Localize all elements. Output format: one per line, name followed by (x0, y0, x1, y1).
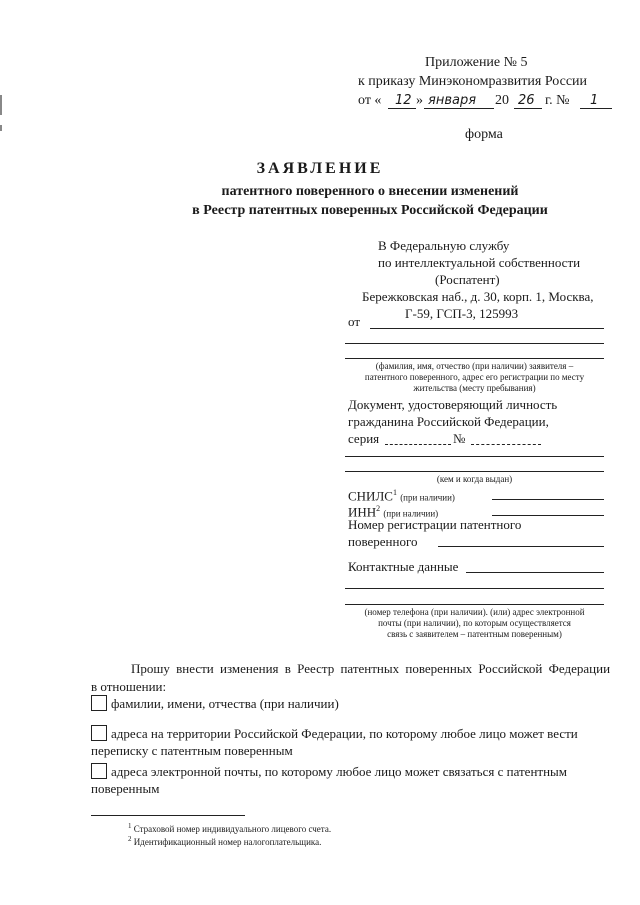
contacts-field-line-1[interactable] (466, 572, 604, 573)
date-mid: » (416, 93, 423, 108)
form-label: форма (465, 127, 503, 142)
date-day-underline (388, 108, 416, 109)
contacts-note-3: связь с заявителем – патентным поверенным) (387, 629, 562, 639)
option-email-label-1: адреса электронной почты, по которому любое лицо может связаться с патентным (111, 764, 568, 779)
inn-label-text: ИНН (348, 504, 377, 520)
snils-optional-note: (при наличии) (400, 492, 455, 503)
series-field[interactable] (385, 444, 451, 445)
title-subline-1: патентного поверенного о внесении изменений (221, 184, 519, 199)
footnote-2-number: 2 (128, 835, 132, 843)
addressee-line-2: по интеллектуальной собственности (378, 255, 581, 270)
addressee-line-1: В Федеральную службу (378, 238, 510, 253)
issued-field-line-2[interactable] (345, 471, 604, 472)
footnote-1 (128, 822, 331, 834)
date-day: 12 (395, 93, 412, 108)
footnote-2-text: Идентификационный номер налогоплательщика. (133, 837, 322, 847)
date-year-prefix: 20 (495, 93, 509, 108)
inn-optional-note: (при наличии) (383, 508, 439, 519)
appendix-number: Приложение № 5 (425, 55, 528, 70)
registration-number-label-2: поверенного (348, 534, 418, 549)
contacts-note-1: (номер телефона (при наличии). (или) адрес электронной (364, 607, 585, 617)
contacts-field-line-2[interactable] (345, 588, 604, 589)
issued-field-line-1[interactable] (345, 456, 604, 457)
request-text-line-1: Прошу внести изменения в Реестр патентных поверенных Российской Федерации (131, 661, 611, 676)
scan-margin-mark (0, 95, 2, 115)
from-field-line-1[interactable] (370, 328, 604, 329)
scan-margin-mark (0, 125, 2, 131)
order-number-underline (580, 108, 612, 109)
option-email-label-2: поверенным (91, 781, 160, 796)
snils-label-text: СНИЛС (348, 488, 393, 504)
applicant-note-2: патентного поверенного, адрес его регистрации по месту (364, 372, 585, 382)
order-reference: к приказу Минэкономразвития России (358, 74, 588, 89)
doc-number-label: № (453, 431, 466, 446)
addressee-line-3: (Роспатент) (435, 272, 500, 287)
footnote-2 (128, 835, 321, 847)
contacts-label: Контактные данные (348, 559, 459, 574)
date-month: января (428, 93, 477, 108)
date-year: 26 (518, 93, 535, 108)
series-label: серия (348, 431, 380, 446)
applicant-note (345, 361, 604, 394)
date-prefix: от « (358, 93, 382, 108)
option-address-label-2: переписку с патентным поверенным (91, 743, 293, 758)
order-date-line (358, 92, 618, 112)
footnote-1-text: Страховой номер индивидуального лицевого счета. (133, 824, 332, 834)
registration-number-label-1: Номер регистрации патентного (348, 517, 522, 532)
option-address-checkbox[interactable] (91, 725, 107, 741)
option-name-checkbox[interactable] (91, 695, 107, 711)
from-label: от (348, 314, 361, 329)
inn-footnote-ref: 2 (376, 504, 381, 513)
contacts-note (345, 607, 604, 640)
title-subline-2: в Реестр патентных поверенных Российской Федерации (192, 203, 548, 218)
registration-number-field[interactable] (438, 546, 604, 547)
date-year-underline (514, 108, 542, 109)
doc-number-field[interactable] (471, 444, 541, 445)
option-address-label-1: адреса на территории Российской Федерации, по которому любое лицо может вести (111, 726, 578, 741)
snils-field[interactable] (492, 499, 604, 500)
contacts-note-2: почты (при наличии), по которым осуществляется (378, 618, 571, 628)
addressee-line-4: Бережковская наб., д. 30, корп. 1, Москва, (362, 289, 594, 304)
addressee-line-5: Г-59, ГСП-3, 125993 (405, 306, 519, 321)
applicant-note-3: жительства (месту пребывания) (413, 383, 536, 393)
from-field-line-2[interactable] (345, 343, 604, 344)
applicant-note-1: (фамилия, имя, отчество (при наличии) заявителя – (375, 361, 574, 371)
contacts-field-line-3[interactable] (345, 604, 604, 605)
id-document-label-2: гражданина Российской Федерации, (348, 414, 549, 429)
id-document-label-1: Документ, удостоверяющий личность (348, 397, 558, 412)
order-number: 1 (590, 93, 599, 108)
issued-note: (кем и когда выдан) (436, 474, 513, 484)
date-g-number: г. № (545, 93, 570, 108)
footnote-separator (91, 815, 245, 816)
option-email-checkbox[interactable] (91, 763, 107, 779)
document-title: ЗАЯВЛЕНИЕ (256, 160, 384, 177)
date-month-underline (424, 108, 494, 109)
snils-footnote-ref: 1 (392, 488, 397, 497)
request-text-line-2: в отношении: (91, 679, 167, 694)
footnote-1-number: 1 (128, 822, 132, 830)
option-name-label: фамилии, имени, отчества (при наличии) (111, 696, 339, 711)
from-field-line-3[interactable] (345, 358, 604, 359)
